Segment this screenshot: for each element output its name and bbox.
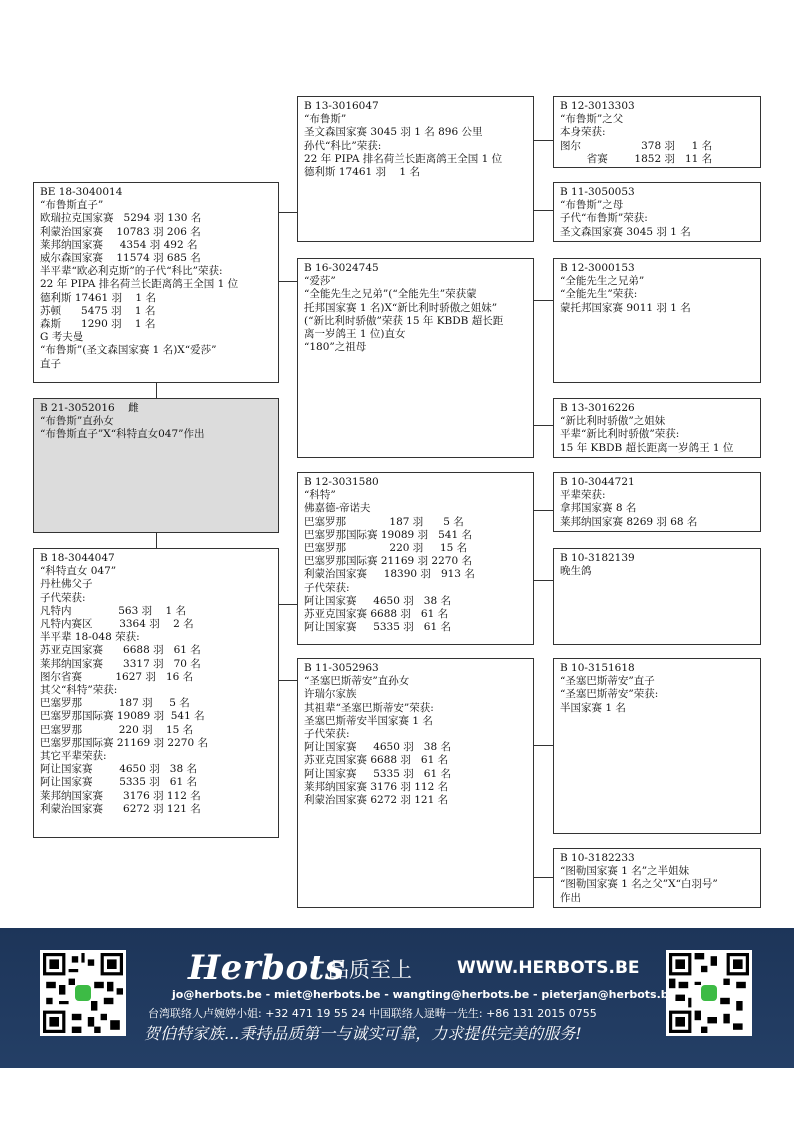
dam-line-3: 子代荣获: xyxy=(40,591,86,604)
dam-line-19: 利蒙治国家赛 6272 羽 121 名 xyxy=(40,802,201,815)
ddd-line-2: “图勒国家赛 1 名之父”X“白羽号” xyxy=(560,878,718,891)
ds-line-9: 阿让国家赛 4650 羽 38 名 xyxy=(304,594,451,607)
dam-sire-box xyxy=(297,472,534,645)
dam-line-16: 阿让国家赛 4650 羽 38 名 xyxy=(40,763,197,776)
ddd-line-1: “图勒国家赛 1 名”之半姐妹 xyxy=(560,865,690,878)
dam-dam-box xyxy=(297,658,534,908)
sdd-line-1: “新比利时骄傲”之姐妹 xyxy=(560,415,666,428)
sire-line-9: 苏顿 5475 羽 1 名 xyxy=(40,304,156,317)
sds-line-0: B 12-3000153 xyxy=(560,262,635,274)
sd-line-5: 离一岁鸽王 1 位)直女 xyxy=(304,328,406,341)
sdd-line-0: B 13-3016226 xyxy=(560,402,635,414)
sire-line-11: G 考夫曼 xyxy=(40,331,84,344)
self-line-1: “布鲁斯”直孙女 xyxy=(40,415,114,428)
sd-line-0: B 16-3024745 xyxy=(304,262,379,274)
dam-line-18: 莱邦纳国家赛 3176 羽 112 名 xyxy=(40,789,201,802)
sire-line-1: “布鲁斯直子” xyxy=(40,199,104,212)
connector-sd-sdd xyxy=(534,425,553,426)
sire-line-3: 利蒙治国家赛 10783 羽 206 名 xyxy=(40,225,201,238)
dam-line-14: 巴塞罗那国际赛 21169 羽 2270 名 xyxy=(40,736,208,749)
dss-line-2: 拿邦国家赛 8 名 xyxy=(560,502,637,515)
ds-line-5: 巴塞罗那 220 羽 15 名 xyxy=(304,542,468,555)
sire-sire-dam-box xyxy=(553,182,761,242)
sire-line-12: “布鲁斯”(圣文森国家赛 1 名)X“爱莎” xyxy=(40,344,217,357)
connector-dd-dds xyxy=(534,745,553,746)
dd-line-10: 利蒙治国家赛 6272 羽 121 名 xyxy=(304,794,449,807)
dam-line-13: 巴塞罗那 220 羽 15 名 xyxy=(40,723,194,736)
sire-line-7: 22 年 PIPA 排名荷兰长距离鸽王全国 1 位 xyxy=(40,278,239,291)
ds-line-1: “科特” xyxy=(304,489,336,502)
dd-line-7: 苏亚克国家赛 6688 羽 61 名 xyxy=(304,754,449,767)
sd-line-4: (“新比利时骄傲”荣获 15 年 KBDB 超长距 xyxy=(304,314,504,327)
dam-line-7: 苏亚克国家赛 6688 羽 61 名 xyxy=(40,644,201,657)
contact-phones: 台湾联络人卢婉婷小姐: +32 471 19 55 24 中国联络人逯畴一先生: +86 131 2015 0755 xyxy=(148,1007,597,1020)
connector-sd-sds xyxy=(534,300,553,301)
company-motto: 贺伯特家族...秉持品质第一与诚实可靠，力求提供完美的服务! xyxy=(144,1024,582,1043)
dam-line-11: 巴塞罗那 187 羽 5 名 xyxy=(40,697,190,710)
dss-line-1: 平辈荣获: xyxy=(560,489,606,502)
ds-line-3: 巴塞罗那 187 羽 5 名 xyxy=(304,515,464,528)
dss-line-3: 莱邦纳国家赛 8269 羽 68 名 xyxy=(560,515,698,528)
ds-line-0: B 12-3031580 xyxy=(304,476,379,488)
dds-line-0: B 10-3151618 xyxy=(560,662,635,674)
dd-line-5: 子代荣获: xyxy=(304,728,350,741)
dam-line-4: 凡特内 563 羽 1 名 xyxy=(40,604,186,617)
sire-line-13: 直子 xyxy=(40,357,61,370)
ss-line-0: B 13-3016047 xyxy=(304,100,379,112)
dds-line-2: “圣塞巴斯蒂安”荣获: xyxy=(560,688,659,701)
sire-sire-sire-box xyxy=(553,96,761,168)
dam-line-2: 丹杜佛父子 xyxy=(40,578,93,591)
dam-dam-sire-box xyxy=(553,658,761,834)
ssd-line-2: 子代“布鲁斯”荣获: xyxy=(560,212,648,225)
dam-sire-dam-box xyxy=(553,548,761,645)
connector-dam-ds xyxy=(279,604,297,605)
connector-self-sire xyxy=(156,383,157,398)
ds-line-11: 阿让国家赛 5335 羽 61 名 xyxy=(304,621,451,634)
sss-line-3: 图尔 378 羽 1 名 xyxy=(560,139,713,152)
ssd-line-3: 圣文森国家赛 3045 羽 1 名 xyxy=(560,225,691,238)
dam-line-5: 凡特内赛区 3364 羽 2 名 xyxy=(40,618,194,631)
qr-code-line xyxy=(40,950,126,1036)
sire-line-5: 威尔森国家赛 11574 羽 685 名 xyxy=(40,252,201,265)
dam-line-12: 巴塞罗那国际赛 19089 羽 541 名 xyxy=(40,710,205,723)
dd-line-8: 阿让国家赛 5335 羽 61 名 xyxy=(304,767,451,780)
dam-line-10: 其父“科特”荣获: xyxy=(40,684,118,697)
sss-line-4: 省赛 1852 羽 11 名 xyxy=(560,152,713,165)
ds-line-8: 子代荣获: xyxy=(304,581,350,594)
sire-dam-sire-box xyxy=(553,258,761,383)
ss-line-1: “布鲁斯” xyxy=(304,113,347,126)
sss-line-1: “布鲁斯”之父 xyxy=(560,113,624,126)
dd-line-9: 莱邦纳国家赛 3176 羽 112 名 xyxy=(304,780,449,793)
dam-line-1: “科特直女 047” xyxy=(40,565,117,578)
ddd-line-0: B 10-3182233 xyxy=(560,852,635,864)
sire-dam-dam-box xyxy=(553,398,761,458)
dd-line-2: 许瑞尔家族 xyxy=(304,688,357,701)
sss-line-0: B 12-3013303 xyxy=(560,100,635,112)
dam-sire-sire-box xyxy=(553,472,761,532)
sds-line-1: “全能先生之兄弟” xyxy=(560,275,645,288)
connector-sire-ss xyxy=(279,212,297,213)
ds-line-4: 巴塞罗那国际赛 19089 羽 541 名 xyxy=(304,528,472,541)
connector-sire-sd xyxy=(279,281,297,282)
sd-line-3: 托邦国家赛 1 名)X“新比利时骄傲之姐妹” xyxy=(304,301,498,314)
dd-line-3: 其祖辈“圣塞巴斯蒂安”荣获: xyxy=(304,701,434,714)
ssd-line-0: B 11-3050053 xyxy=(560,186,635,198)
sire-line-2: 欧瑞拉克国家赛 5294 羽 130 名 xyxy=(40,212,202,225)
dd-line-4: 圣塞巴斯蒂安半国家赛 1 名 xyxy=(304,714,433,727)
dam-line-9: 图尔省赛 1627 羽 16 名 xyxy=(40,670,194,683)
dam-line-8: 莱邦纳国家赛 3317 羽 70 名 xyxy=(40,657,201,670)
sire-box xyxy=(33,182,279,383)
dam-dam-dam-box xyxy=(553,848,761,908)
dd-line-6: 阿让国家赛 4650 羽 38 名 xyxy=(304,741,451,754)
dsd-line-0: B 10-3182139 xyxy=(560,552,635,564)
dd-line-1: “圣塞巴斯蒂安”直孙女 xyxy=(304,675,410,688)
dds-line-1: “圣塞巴斯蒂安”直子 xyxy=(560,675,655,688)
sd-line-1: “爱莎” xyxy=(304,275,336,288)
self-line-2: “布鲁斯直子”X“科特直女047”作出 xyxy=(40,428,205,441)
ss-line-5: 德利斯 17461 羽 1 名 xyxy=(304,166,420,179)
connector-dd-ddd xyxy=(534,877,553,878)
contact-emails[interactable]: jo@herbots.be - miet@herbots.be - wangting@herbots.be - pieterjan@herbots.be xyxy=(172,988,677,1001)
qr-code-wechat xyxy=(666,950,752,1036)
dss-line-0: B 10-3044721 xyxy=(560,476,635,488)
ddd-line-3: 作出 xyxy=(560,891,581,904)
sire-line-0: BE 18-3040014 xyxy=(40,186,123,198)
footer-banner xyxy=(0,928,794,1068)
sdd-line-2: 平辈“新比利时骄傲”荣获: xyxy=(560,428,680,441)
dam-line-17: 阿让国家赛 5335 羽 61 名 xyxy=(40,776,197,789)
ds-line-2: 佛嘉德-帝诺夫 xyxy=(304,502,371,515)
dsd-line-1: 晚生鸽 xyxy=(560,565,592,578)
brand-slogan: 品质至上 xyxy=(328,958,412,982)
ss-line-4: 22 年 PIPA 排名荷兰长距离鸽王全国 1 位 xyxy=(304,152,503,165)
ds-line-7: 利蒙治国家赛 18390 羽 913 名 xyxy=(304,568,475,581)
brand-logo: Herbots xyxy=(188,948,345,988)
connector-dam-dd xyxy=(279,680,297,681)
sds-line-2: “全能先生”荣获: xyxy=(560,288,638,301)
dds-line-3: 半国家赛 1 名 xyxy=(560,701,626,714)
connector-self-dam xyxy=(156,533,157,549)
sire-line-6: 半平辈“欧必利克斯”的子代“科比”荣获: xyxy=(40,265,223,278)
ds-line-10: 苏亚克国家赛 6688 羽 61 名 xyxy=(304,608,449,621)
sire-line-4: 莱邦纳国家赛 4354 羽 492 名 xyxy=(40,238,198,251)
ss-line-3: 孙代“科比”荣获: xyxy=(304,139,382,152)
ds-line-6: 巴塞罗那国际赛 21169 羽 2270 名 xyxy=(304,555,472,568)
sire-sire-box xyxy=(297,96,534,242)
qr-line-icon xyxy=(43,953,123,1033)
dd-line-0: B 11-3052963 xyxy=(304,662,379,674)
sss-line-2: 本身荣获: xyxy=(560,126,606,139)
dam-line-15: 其它平辈荣获: xyxy=(40,750,107,763)
website-link[interactable]: WWW.HERBOTS.BE xyxy=(457,958,640,978)
sds-line-3: 蒙托邦国家赛 9011 羽 1 名 xyxy=(560,301,691,314)
sire-line-8: 德利斯 17461 羽 1 名 xyxy=(40,291,156,304)
connector-ds-dss xyxy=(534,510,553,511)
ss-line-2: 圣文森国家赛 3045 羽 1 名 896 公里 xyxy=(304,126,483,139)
sdd-line-3: 15 年 KBDB 超长距离一岁鸽王 1 位 xyxy=(560,441,734,454)
connector-ss-ssd xyxy=(534,210,553,211)
sire-dam-box xyxy=(297,258,534,458)
self-line-0: B 21-3052016 雌 xyxy=(40,402,139,414)
self-box xyxy=(33,398,279,533)
qr-wechat-icon xyxy=(669,953,749,1033)
dam-box xyxy=(33,548,279,838)
connector-ss-sss xyxy=(534,140,553,141)
sire-line-10: 森斯 1290 羽 1 名 xyxy=(40,318,156,331)
sd-line-2: “全能先生之兄弟”(“全能先生”荣获蒙 xyxy=(304,288,477,301)
dam-line-6: 半平辈 18-048 荣获: xyxy=(40,631,140,644)
dam-line-0: B 18-3044047 xyxy=(40,552,115,564)
connector-ds-dsd xyxy=(534,580,553,581)
sd-line-6: “180”之祖母 xyxy=(304,341,367,354)
ssd-line-1: “布鲁斯”之母 xyxy=(560,199,624,212)
